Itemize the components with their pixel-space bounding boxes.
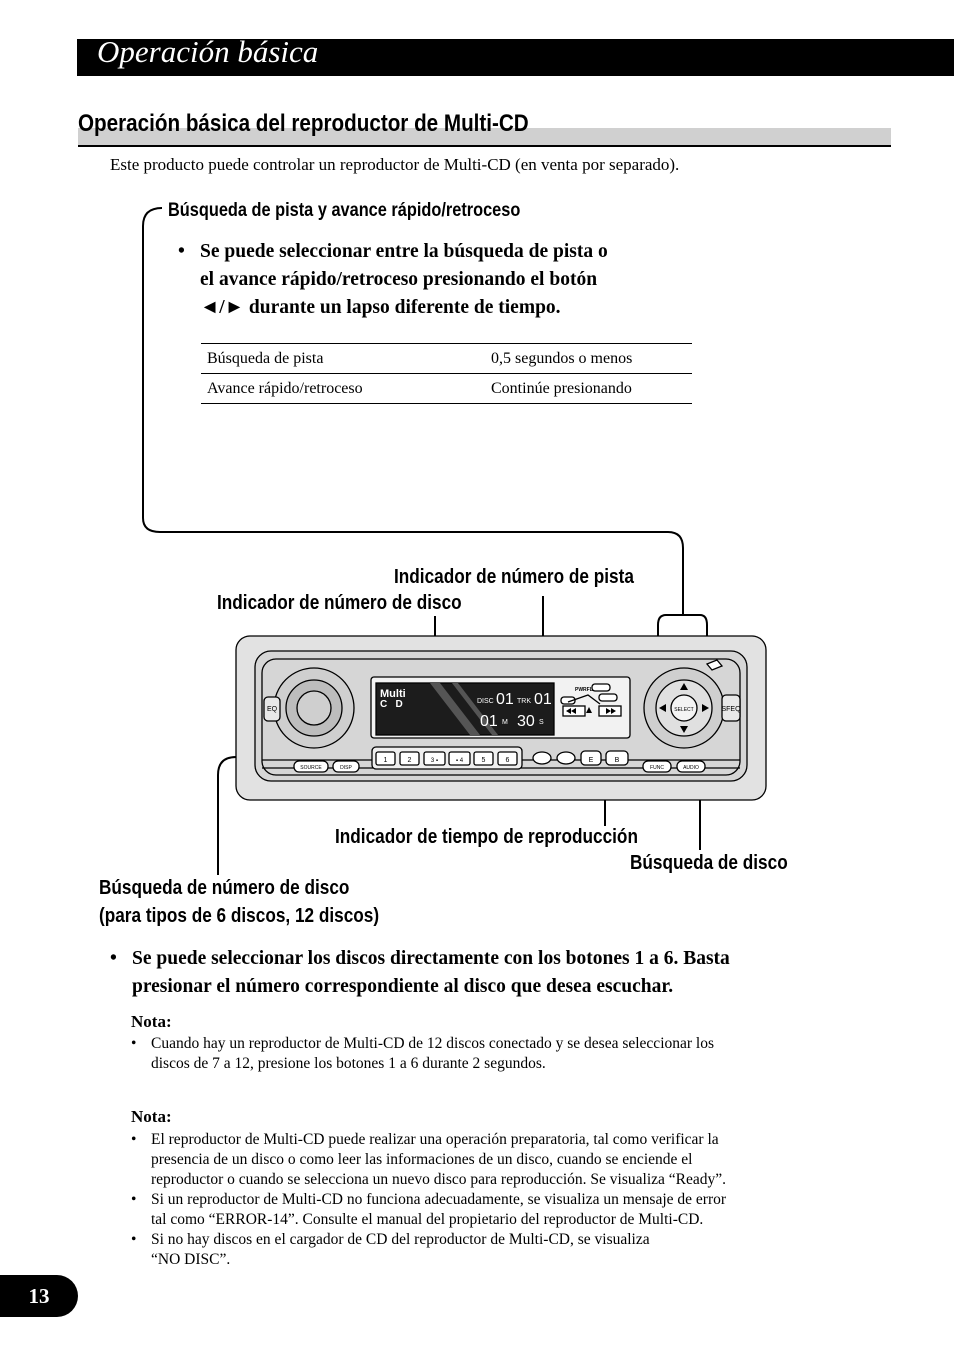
- note-item: [131, 1230, 851, 1270]
- preset-label-1: 1: [383, 757, 388, 764]
- display-seconds: 30: [517, 713, 535, 730]
- preset-label-6: 6: [505, 757, 510, 764]
- note-heading: Nota:: [131, 1012, 172, 1031]
- callout-disc-number-search: Búsqueda de número de disco: [99, 877, 350, 899]
- source-label: SOURCE: [300, 765, 322, 771]
- note-heading: Nota:: [131, 1107, 172, 1126]
- b-label: B: [614, 757, 620, 764]
- bullet-line: Se puede seleccionar los discos directamente con los botones 1 a 6. Basta: [132, 948, 730, 969]
- note-line: discos de 7 a 12, presione los botones 1 a 6 durante 2 segundos.: [151, 1055, 546, 1072]
- e-label: E: [588, 757, 594, 764]
- preset-label-2: 2: [407, 757, 412, 764]
- table-cell-time: Continúe presionando: [485, 374, 692, 404]
- note-line: reproductor o cuando se selecciona un nuevo disco para reproducción. Se visualiza “Ready”.: [151, 1171, 726, 1188]
- sfeq-label: SFEQ: [721, 706, 741, 713]
- head-unit: [236, 636, 766, 800]
- display-min-label: M: [502, 719, 508, 726]
- disp-label: DISP: [340, 765, 352, 771]
- note-line: Si no hay discos en el cargador de CD del reproductor de Multi-CD, se visualiza: [151, 1231, 650, 1248]
- bullet-line: presionar el número correspondiente al disco que desea escuchar.: [132, 976, 674, 997]
- note-line: Cuando hay un reproductor de Multi-CD de 12 discos conectado y se desea seleccionar los: [151, 1035, 715, 1052]
- callout-play-time: Indicador de tiempo de reproducción: [335, 826, 638, 848]
- func-label: FUNC: [650, 765, 664, 771]
- section-title: Operación básica del reproductor de Multi-CD: [78, 110, 529, 137]
- table-cell-mode: Avance rápido/retroceso: [201, 374, 485, 404]
- display-track-number: 01: [534, 691, 552, 708]
- intro-paragraph: Este producto puede controlar un reproductor de Multi-CD (en venta por separado).: [110, 155, 680, 174]
- volume-knob-center: [297, 691, 331, 725]
- callout-disc-number: Indicador de número de disco: [217, 592, 462, 614]
- note-list: [131, 1130, 851, 1270]
- note-item: [131, 1034, 851, 1074]
- eq-label: EQ: [266, 706, 278, 713]
- note-item: [131, 1190, 851, 1230]
- callout-disc-search: Búsqueda de disco: [630, 852, 788, 874]
- preset-label-5: 5: [481, 757, 486, 764]
- note-line: El reproductor de Multi-CD puede realizar una operación preparatoria, tal como verificar la: [151, 1131, 719, 1148]
- display-minutes: 01: [480, 713, 498, 730]
- callout-line-track-search: [143, 208, 683, 615]
- display-disc-label: DISC: [477, 698, 494, 705]
- bullet-line: ◄/► durante un lapso diferente de tiempo.: [200, 297, 561, 318]
- bullet-symbol: •: [131, 1035, 137, 1052]
- note-line: tal como “ERROR-14”. Consulte el manual del propietario del reproductor de Multi-CD.: [151, 1211, 704, 1228]
- note-list: [131, 1034, 851, 1074]
- bullet-symbol: •: [178, 241, 185, 262]
- bullet-symbol: •: [131, 1131, 137, 1148]
- display-logo-multi: Multi: [380, 688, 406, 700]
- table-cell-time: 0,5 segundos o menos: [485, 344, 692, 374]
- pwrfl-label: PWRFL: [575, 687, 593, 693]
- bullet-symbol: •: [131, 1191, 137, 1208]
- audio-label: AUDIO: [683, 765, 699, 771]
- bullet-symbol: •: [131, 1231, 137, 1248]
- track-search-subheading: Búsqueda de pista y avance rápido/retroceso: [168, 200, 521, 221]
- bullet-symbol: •: [110, 948, 117, 969]
- select-label: SELECT: [674, 707, 694, 713]
- note-line: presencia de un disco o como leer las informaciones de un disco, cuando se enciende el: [151, 1151, 693, 1168]
- callout-disc-number-search-types: (para tipos de 6 discos, 12 discos): [99, 905, 380, 927]
- disc-select-bullet: [110, 945, 850, 1001]
- callout-track-number: Indicador de número de pista: [394, 566, 634, 588]
- note-line: “NO DISC”.: [151, 1251, 231, 1268]
- page-number: 13: [0, 1275, 78, 1317]
- note-line: Si un reproductor de Multi-CD no funciona adecuadamente, se visualiza un mensaje de error: [151, 1191, 727, 1208]
- display-disc-number: 01: [496, 691, 514, 708]
- display-track-label: TRK: [517, 698, 531, 705]
- table-cell-mode: Búsqueda de pista: [201, 344, 485, 374]
- preset-label-4: ▪ 4: [455, 758, 464, 764]
- display-sec-label: S: [539, 719, 544, 726]
- note-item: [131, 1130, 851, 1190]
- page-header-title: Operación básica: [97, 34, 319, 69]
- display-logo-cd: C D: [380, 699, 403, 710]
- bullet-line: el avance rápido/retroceso presionando el botón: [200, 269, 598, 290]
- preset-label-3: 3 ▪: [430, 758, 439, 764]
- bullet-line: Se puede seleccionar entre la búsqueda de pista o: [200, 241, 608, 262]
